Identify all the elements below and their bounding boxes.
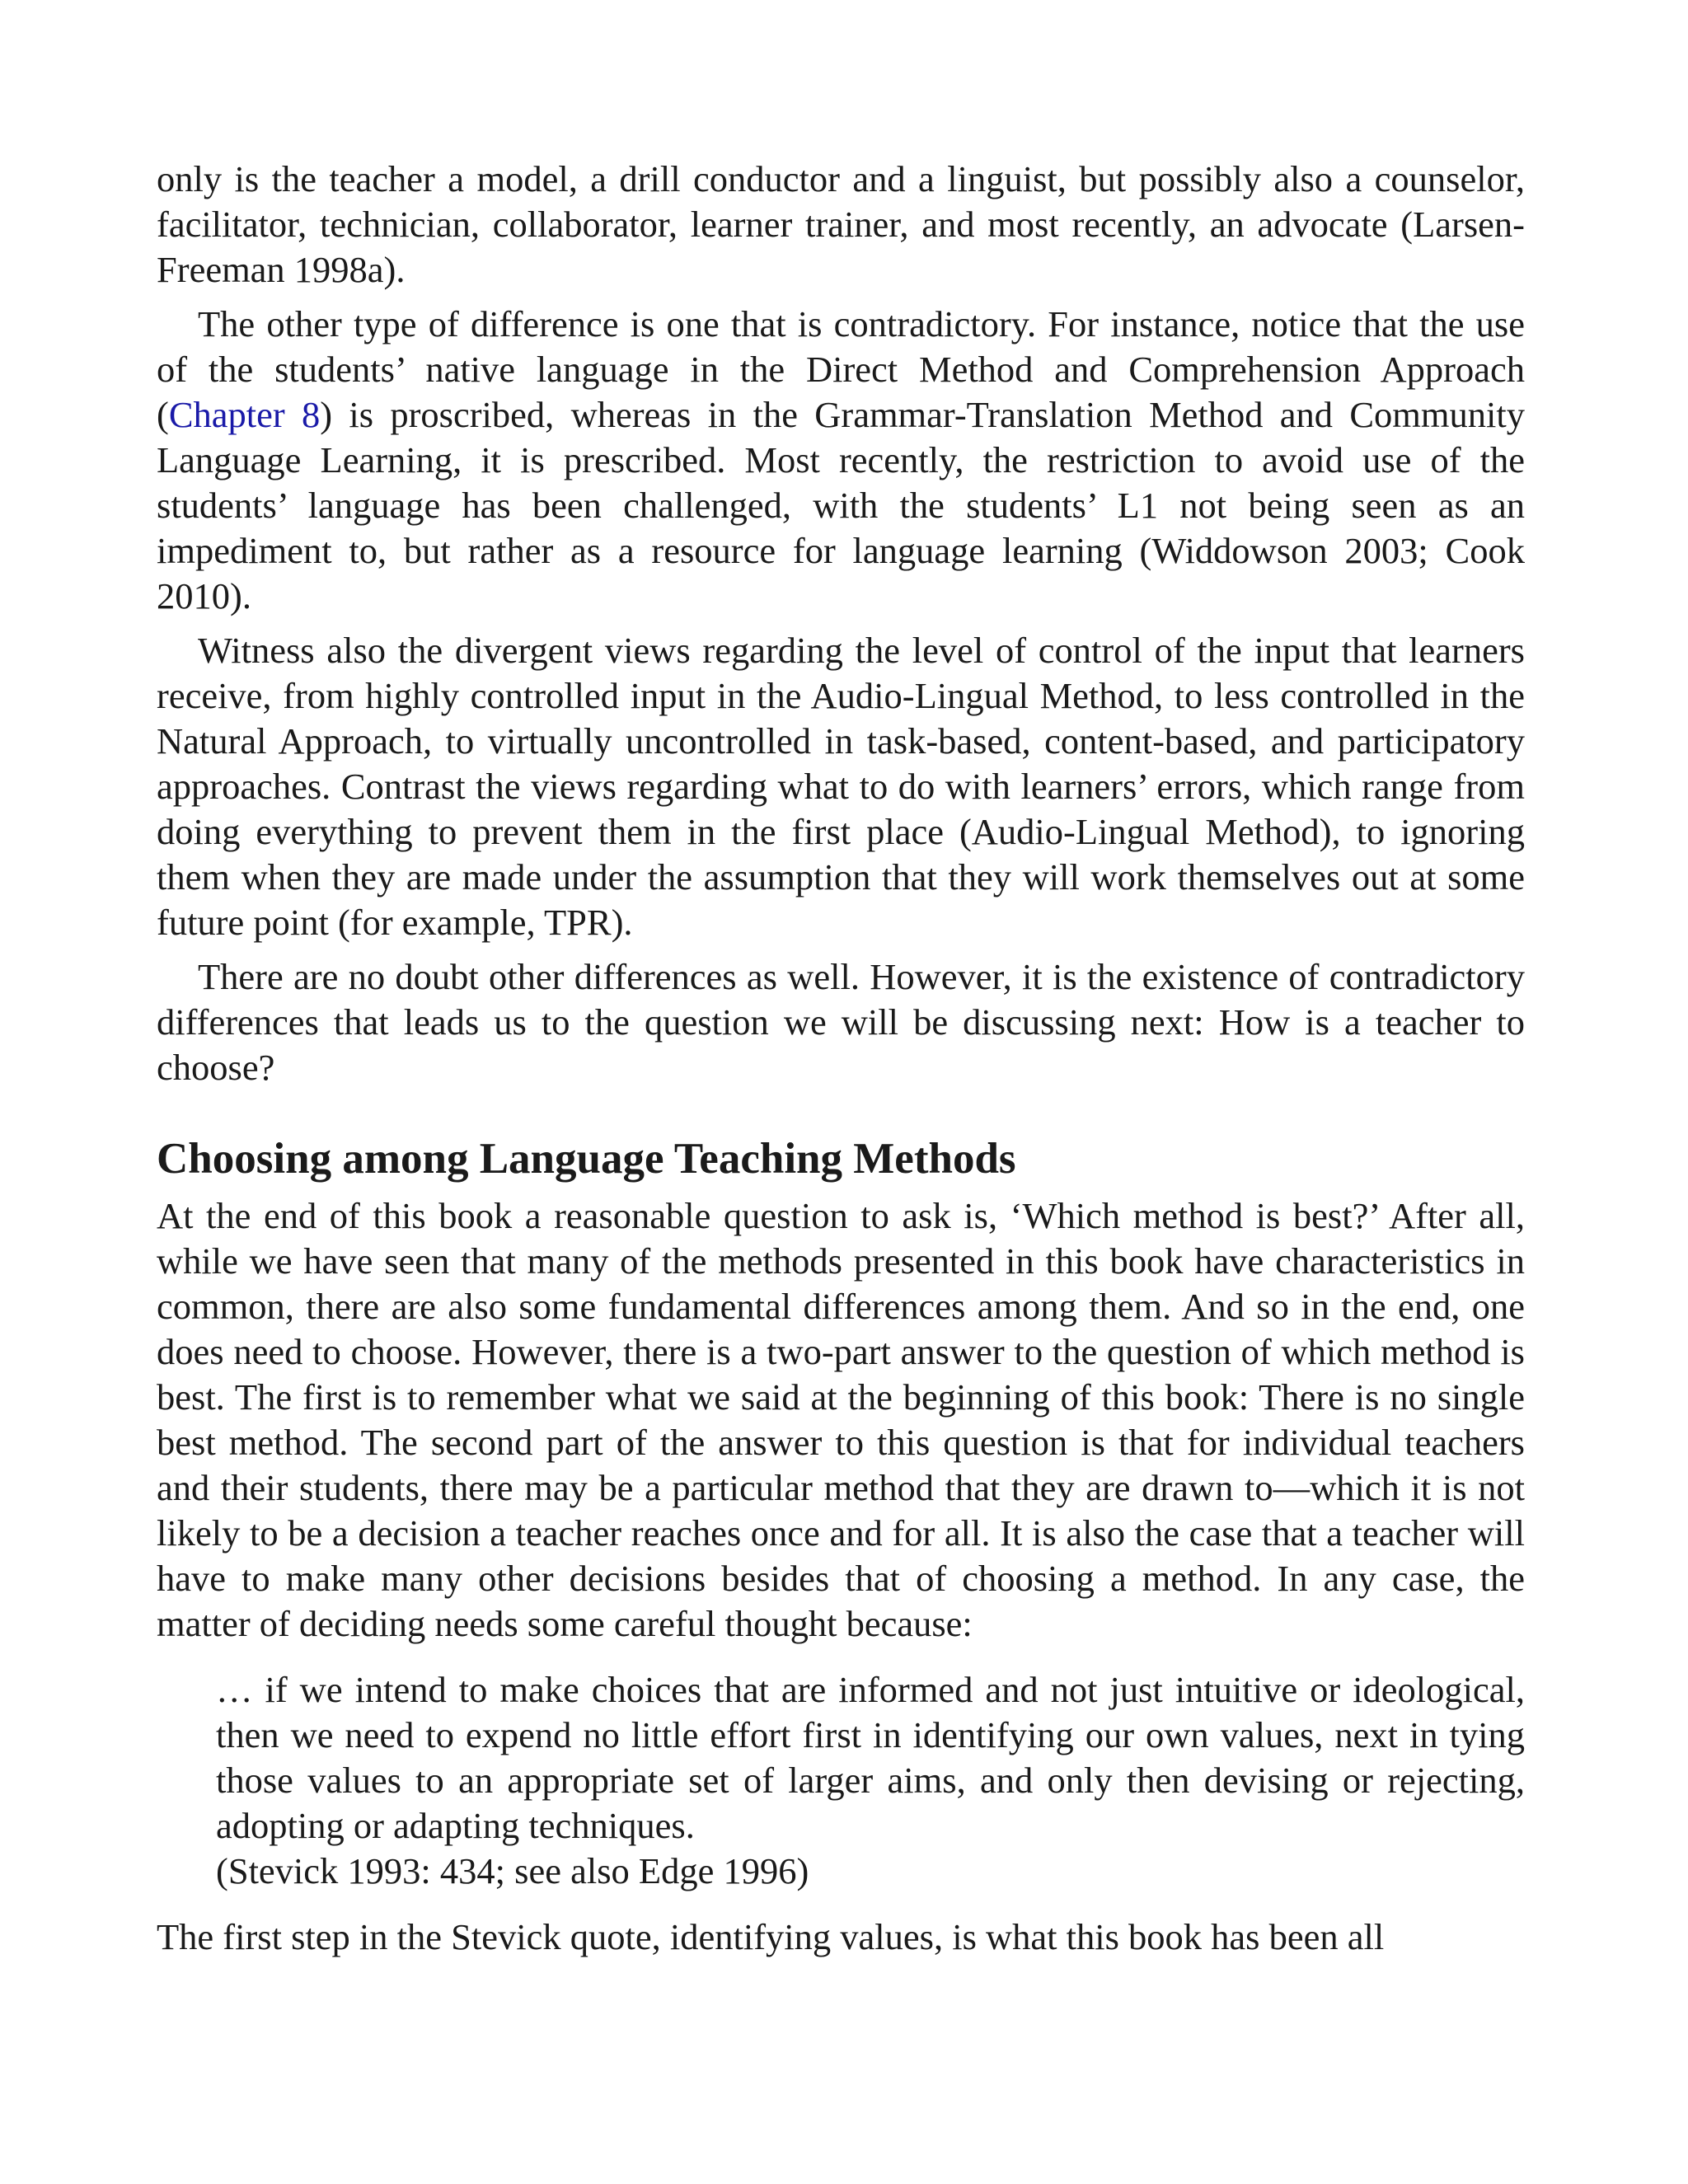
paragraph-input-control: Witness also the divergent views regarding the level of control of the input that learners receive, from highly controlled input in the Audio-Lingual Method, to less controlled in the Natural Approach, to virtually uncontrolled in task-based, content-based, and participatory approaches. Contrast the views regarding what to do with learners’ errors, which range from doing everything to prevent them in the first place (Audio-Lingual Method), to ignoring them when they are made under the assumption that they will work themselves out at some future point (for example, TPR). [157,630,1525,943]
chapter-8-link[interactable]: Chapter 8 [168,394,321,435]
paragraph-stevick-step: The first step in the Stevick quote, identifying values, is what this book has been all [157,1916,1385,1957]
quote-citation: (Stevick 1993: 434; see also Edge 1996) [216,1850,809,1891]
paragraph-contradictory-difference [157,302,1525,619]
paragraph-text: ) is proscribed, whereas in the Grammar-Translation Method and Community Language Learning, it is prescribed. Most recently, the restriction to avoid use of the students’ language has been challenged, with the students’ L1 not being seen as an impediment to, but rather as a resource for language learning (Widdowson 2003; Cook 2010). [157,394,1525,616]
paragraph-teacher-roles: only is the teacher a model, a drill conductor and a linguist, but possibly also a counselor, facilitator, technician, collaborator, learner trainer, and most recently, an advocate (Larsen-Freeman 1998a). [157,158,1525,290]
paragraph-which-method: At the end of this book a reasonable question to ask is, ‘Which method is best?’ After all, while we have seen that many of the methods presented in this book have characteristics in common, there are also some fundamental differences among them. And so in the end, one does need to choose. However, there is a two-part answer to the question of which method is best. The first is to remember what we said at the beginning of this book: There is no single best method. The second part of the answer to this question is that for individual teachers and their students, there may be a particular method that they are drawn to—which it is not likely to be a decision a teacher reaches once and for all. It is also the case that a teacher will have to make many other decisions besides that of choosing a method. In any case, the matter of deciding needs some careful thought because: [157,1195,1525,1644]
section-heading: Choosing among Language Teaching Methods [157,1135,1016,1183]
paragraph-other-differences: There are no doubt other differences as well. However, it is the existence of contradictory differences that leads us to the question we will be discussing next: How is a teacher to choose? [157,956,1525,1088]
document-page [157,157,1525,1960]
paragraph-text: The other type of difference is one that is contradictory. For instance, notice that the use of the students’ native language in the Direct Method and Comprehension Approach ( [157,303,1525,435]
block-quote [216,1667,1525,1894]
quote-text: … if we intend to make choices that are informed and not just intuitive or ideological, then we need to expend no little effort first in identifying our own values, next in tying those values to an appropriate set of larger aims, and only then devising or rejecting, adopting or adapting techniques. [216,1669,1525,1846]
